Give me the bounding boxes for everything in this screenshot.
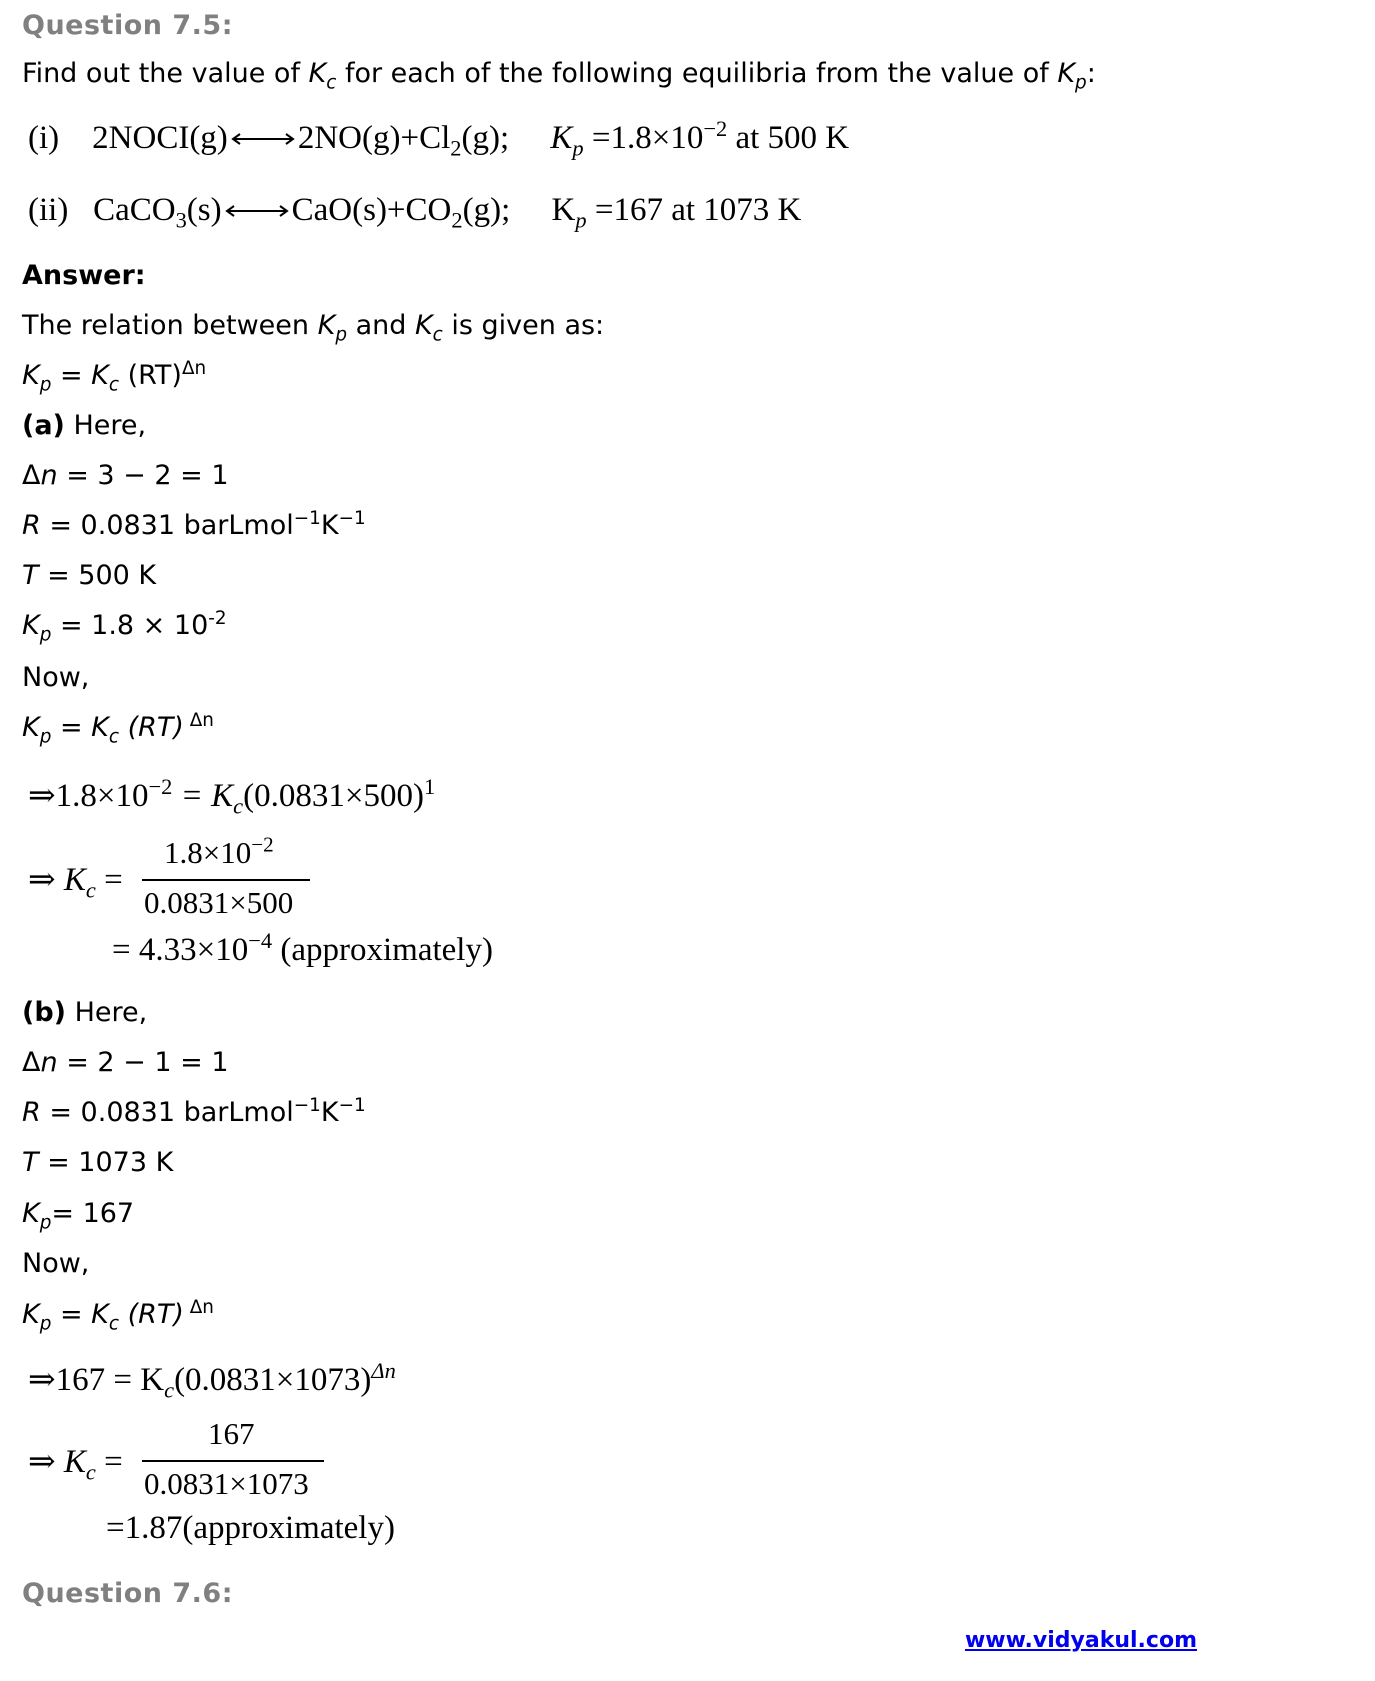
- site-link[interactable]: www.vidyakul.com: [964, 1628, 1197, 1653]
- part-b-r: R = 0.0831 $barLmol^{-1}K^{-1}$: [22, 1095, 366, 1128]
- part-a-formula: $K_p = K_c$ (RT) $^{\Delta n}$: [22, 710, 214, 748]
- part-b-delta-n: Δn = 2 − 1 = 1: [22, 1047, 229, 1078]
- relation-text: The relation between $K_p$ and $K_c$ is given as:: [22, 310, 605, 346]
- part-b-step1: ⇒167 = $K_c(0.0831\times 1073)^{\Delta n}$: [28, 1358, 396, 1403]
- fraction-numerator: 167: [208, 1416, 255, 1451]
- part-a-r: R = 0.0831 $barLmol^{-1}K^{-1}$: [22, 508, 366, 541]
- part-a-now: Now,: [22, 662, 90, 693]
- part-a-heading: (a) Here,: [22, 410, 147, 441]
- part-b-fraction: [142, 1416, 326, 1506]
- part-b-formula: $K_p = K_c$ (RT) $^{\Delta n}$: [22, 1297, 214, 1335]
- part-a-t: T = 500 K: [22, 560, 157, 591]
- part-a-fraction: [142, 832, 312, 925]
- equilibrium-1: (i) 2NOCI(g) $2NO(g)+Cl_2(g)$; $K_p =1.8\times 10^{-2}$ at 500 K: [28, 116, 850, 161]
- fraction-bar: [142, 1460, 324, 1462]
- part-b-step2: ⇒ $K_c$ =: [28, 1444, 123, 1485]
- question-prompt: Find out the value of $K_c$ for each of the following equilibria from the value of $K_p$:: [22, 58, 1096, 94]
- equilibrium-2: (ii) CaCO$_3$(s) $CaO(s)+CO_2(g)$; $K_p =167$ at 1073 K: [28, 192, 802, 233]
- part-a-step1: $\Rightarrow 1.8\times 10^{-2} = K_c(0.0831\times 500)^1$: [28, 774, 436, 819]
- part-a-result: = $4.33\times 10^{-4}$ (approximately): [112, 928, 493, 968]
- fraction-denominator: 0.0831×500: [144, 885, 294, 920]
- answer-heading: Answer:: [22, 260, 146, 291]
- relation-formula: $K_p = K_c$ (RT)$^{\Delta n}$: [22, 358, 207, 396]
- part-a-step2: ⇒ $K_c$ =: [28, 862, 123, 903]
- part-b-t: T = 1073 K: [22, 1147, 174, 1178]
- next-question-heading: Question 7.6:: [22, 1578, 234, 1609]
- fraction-bar: [142, 879, 310, 881]
- part-b-result: =1.87(approximately): [106, 1510, 395, 1546]
- equilibrium-arrow-icon: [228, 132, 298, 146]
- fraction-numerator: $1.8\times 10^{-2}$: [164, 832, 274, 870]
- equilibrium-arrow-icon: [222, 204, 292, 218]
- part-a-delta-n: Δn = 3 − 2 = 1: [22, 460, 229, 491]
- part-b-kp: $K_p= 167$: [22, 1198, 135, 1234]
- fraction-denominator: 0.0831×1073: [144, 1466, 309, 1501]
- part-a-kp: $K_p = 1.8 \times 10^{-2}$: [22, 608, 227, 646]
- part-b-heading: (b) Here,: [22, 997, 148, 1028]
- question-heading: Question 7.5:: [22, 10, 234, 41]
- part-b-now: Now,: [22, 1248, 90, 1279]
